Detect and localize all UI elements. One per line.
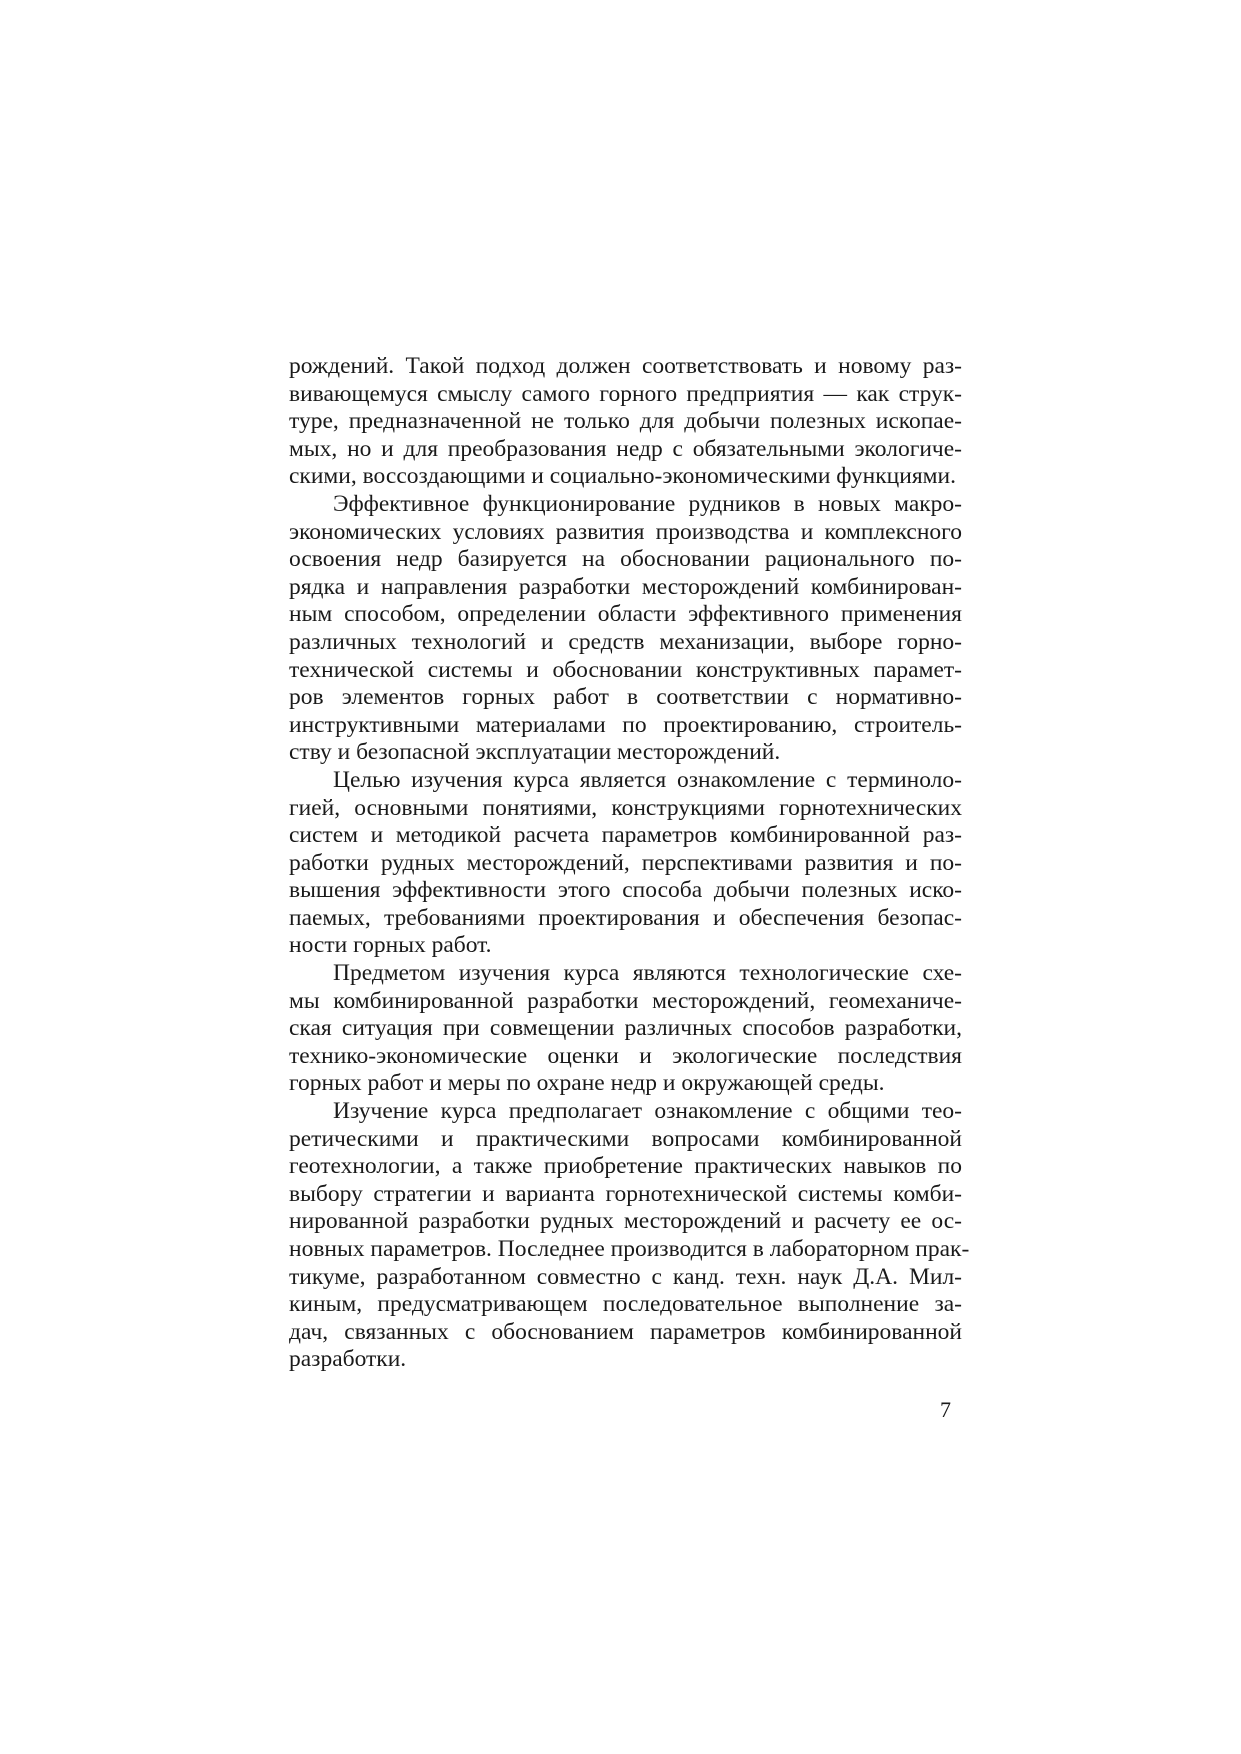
text-line: мых, но и для преобразования недр с обязательными экологиче- — [289, 435, 962, 462]
body-text — [289, 353, 970, 1374]
text-line: скими, воссоздающими и социально-экономическими функциями. — [289, 463, 956, 490]
text-line: инструктивными материалами по проектированию, строитель- — [289, 711, 962, 738]
text-line: экономических условиях развития производства и комплексного — [289, 518, 962, 545]
text-line: разработки. — [289, 1346, 407, 1373]
text-line: горных работ и меры по охране недр и окружающей среды. — [289, 1070, 885, 1097]
paragraph — [289, 1098, 970, 1374]
text-line: ретическими и практическими вопросами комбинированной — [289, 1125, 962, 1152]
text-line: ская ситуация при совмещении различных способов разработки, — [289, 1015, 962, 1042]
text-line: систем и методикой расчета параметров комбинированной раз- — [289, 822, 962, 849]
text-line: ству и безопасной эксплуатации месторождений. — [289, 739, 781, 766]
text-line: туре, предназначенной не только для добычи полезных ископае- — [289, 408, 962, 435]
text-line: технической системы и обосновании конструктивных парамет- — [289, 656, 962, 683]
text-line: киным, предусматривающем последовательное выполнение за- — [289, 1291, 962, 1318]
text-line: вивающемуся смыслу самого горного предприятия — как струк- — [289, 380, 962, 407]
text-line: паемых, требованиями проектирования и обеспечения безопас- — [289, 904, 962, 931]
text-line: дач, связанных с обоснованием параметров комбинированной — [289, 1318, 962, 1345]
text-line: работки рудных месторождений, перспективами развития и по- — [289, 849, 962, 876]
paragraph — [289, 767, 962, 960]
text-line: Предметом изучения курса являются технологические схе- — [333, 960, 962, 987]
text-line: освоения недр базируется на обосновании рационального по- — [289, 546, 962, 573]
text-line: вышения эффективности этого способа добычи полезных иско- — [289, 877, 962, 904]
text-line: Эффективное функционирование рудников в новых макро- — [333, 490, 962, 517]
text-line: рождений. Такой подход должен соответствовать и новому раз- — [289, 353, 962, 379]
text-line: тикуме, разработанном совместно с канд. техн. наук Д.А. Мил- — [289, 1263, 962, 1290]
text-line: ности горных работ. — [289, 932, 492, 959]
text-line: геотехнологии, а также приобретение практических навыков по — [289, 1153, 962, 1180]
text-line: Целью изучения курса является ознакомление с терминоло- — [333, 766, 962, 793]
text-line: Изучение курса предполагает ознакомление с общими тео- — [333, 1098, 962, 1125]
text-line: новных параметров. Последнее производится в лабораторном прак- — [289, 1236, 970, 1262]
paragraph — [289, 960, 962, 1098]
text-line: различных технологий и средств механизации, выборе горно- — [289, 628, 962, 655]
paragraph — [289, 491, 962, 767]
text-line: ным способом, определении области эффективного применения — [289, 601, 962, 628]
text-line: мы комбинированной разработки месторождений, геомеханиче- — [289, 987, 962, 1014]
text-line: выбору стратегии и варианта горнотехнической системы комби- — [289, 1180, 962, 1207]
text-line: рядка и направления разработки месторождений комбинирован- — [289, 573, 962, 600]
text-line: технико-экономические оценки и экологические последствия — [289, 1042, 962, 1069]
text-line: гией, основными понятиями, конструкциями горнотехнических — [289, 794, 962, 821]
text-line: нированной разработки рудных месторождений и расчету ее ос- — [289, 1208, 962, 1235]
text-line: ров элементов горных работ в соответствии с нормативно- — [289, 684, 962, 711]
page-number: 7 — [940, 1397, 951, 1422]
paragraph — [289, 353, 962, 491]
